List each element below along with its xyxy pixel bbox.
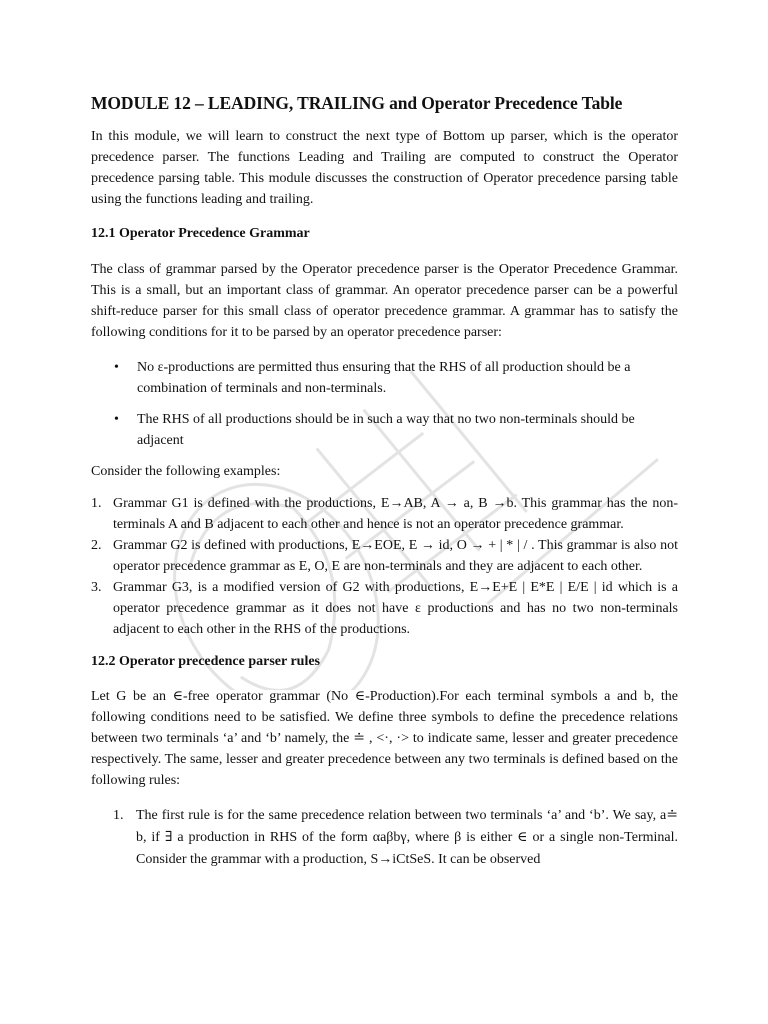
section2-paragraph: Let G be an ∈-free operator grammar (No ∈-Production).For each terminal symbols a and b, the following conditions need to be satisfied. We define three symbols to define the precedence relations between two terminals ‘a’ and ‘b’ namely, the ≐ , <·, ·> to indicate same, lesser and greater precedence respectively. The same, lesser and greater precedence between any two terminals is defined based on the following rules:	[91, 689, 678, 788]
list-item	[113, 805, 678, 871]
bullet-glyph: •	[114, 360, 119, 375]
consider-line: Consider the following examples:	[91, 464, 281, 479]
rules-list	[91, 805, 678, 871]
list-item-text: The RHS of all productions should be in such a way that no two non-terminals should be adjacent	[137, 412, 635, 448]
list-item-text: No ε-productions are permitted thus ensuring that the RHS of all production should be a combination of terminals and non-terminals.	[137, 360, 631, 396]
document-page	[91, 92, 678, 871]
page-title: MODULE 12 – LEADING, TRAILING and Operator Precedence Table	[91, 93, 623, 113]
list-item	[114, 357, 678, 399]
intro-paragraph: In this module, we will learn to construct the next type of Bottom up parser, which is the operator precedence parser. The functions Leading and Trailing are computed to construct the Operator precedence parsing table. This module discusses the construction of Operator precedence parsing table using the functions leading and trailing.	[91, 129, 678, 207]
list-item-text: Grammar G2 is defined with productions, E→EOE, E → id, O → + | * | / . This grammar is also not operator precedence grammar as E, O, E are non-terminals and they are adjacent to each other.	[113, 538, 678, 574]
list-number: 2.	[91, 538, 102, 553]
conditions-list	[91, 357, 678, 451]
list-item-text: Grammar G3, is a modified version of G2 with productions, E→E+E | E*E | E/E | id which is a operator precedence grammar as it does not have ε productions and has no two non-terminals adjacent to each other in the RHS of the productions.	[113, 580, 678, 637]
list-item-text: Grammar G1 is defined with the productions, E→AB, A → a, B →b. This grammar has the non-terminals A and B adjacent to each other and hence is not an operator precedence grammar.	[113, 496, 678, 532]
list-item	[114, 409, 678, 451]
list-item	[91, 493, 678, 535]
examples-list	[91, 493, 678, 640]
section-heading-12-1: 12.1 Operator Precedence Grammar	[91, 226, 310, 241]
list-number: 1.	[113, 808, 124, 823]
bullet-glyph: •	[114, 412, 119, 427]
list-item-text: The first rule is for the same precedence relation between two terminals ‘a’ and ‘b’. We say, a≐ b, if ∃ a production in RHS of the form αaβbγ, where β is either ∈ or a single non-Terminal. Consider the grammar with a production, S→iCtSeS. It can be observed	[136, 808, 678, 867]
section-heading-12-2: 12.2 Operator precedence parser rules	[91, 654, 321, 669]
list-item	[91, 535, 678, 577]
list-number: 1.	[91, 496, 102, 511]
list-number: 3.	[91, 580, 102, 595]
section1-paragraph: The class of grammar parsed by the Operator precedence parser is the Operator Precedence Grammar. This is a small, but an important class of grammar. An operator precedence parser can be a powerful shift-reduce parser for this small class of operator precedence grammar. A grammar has to satisfy the following conditions for it to be parsed by an operator precedence parser:	[91, 262, 678, 340]
list-item	[91, 577, 678, 640]
